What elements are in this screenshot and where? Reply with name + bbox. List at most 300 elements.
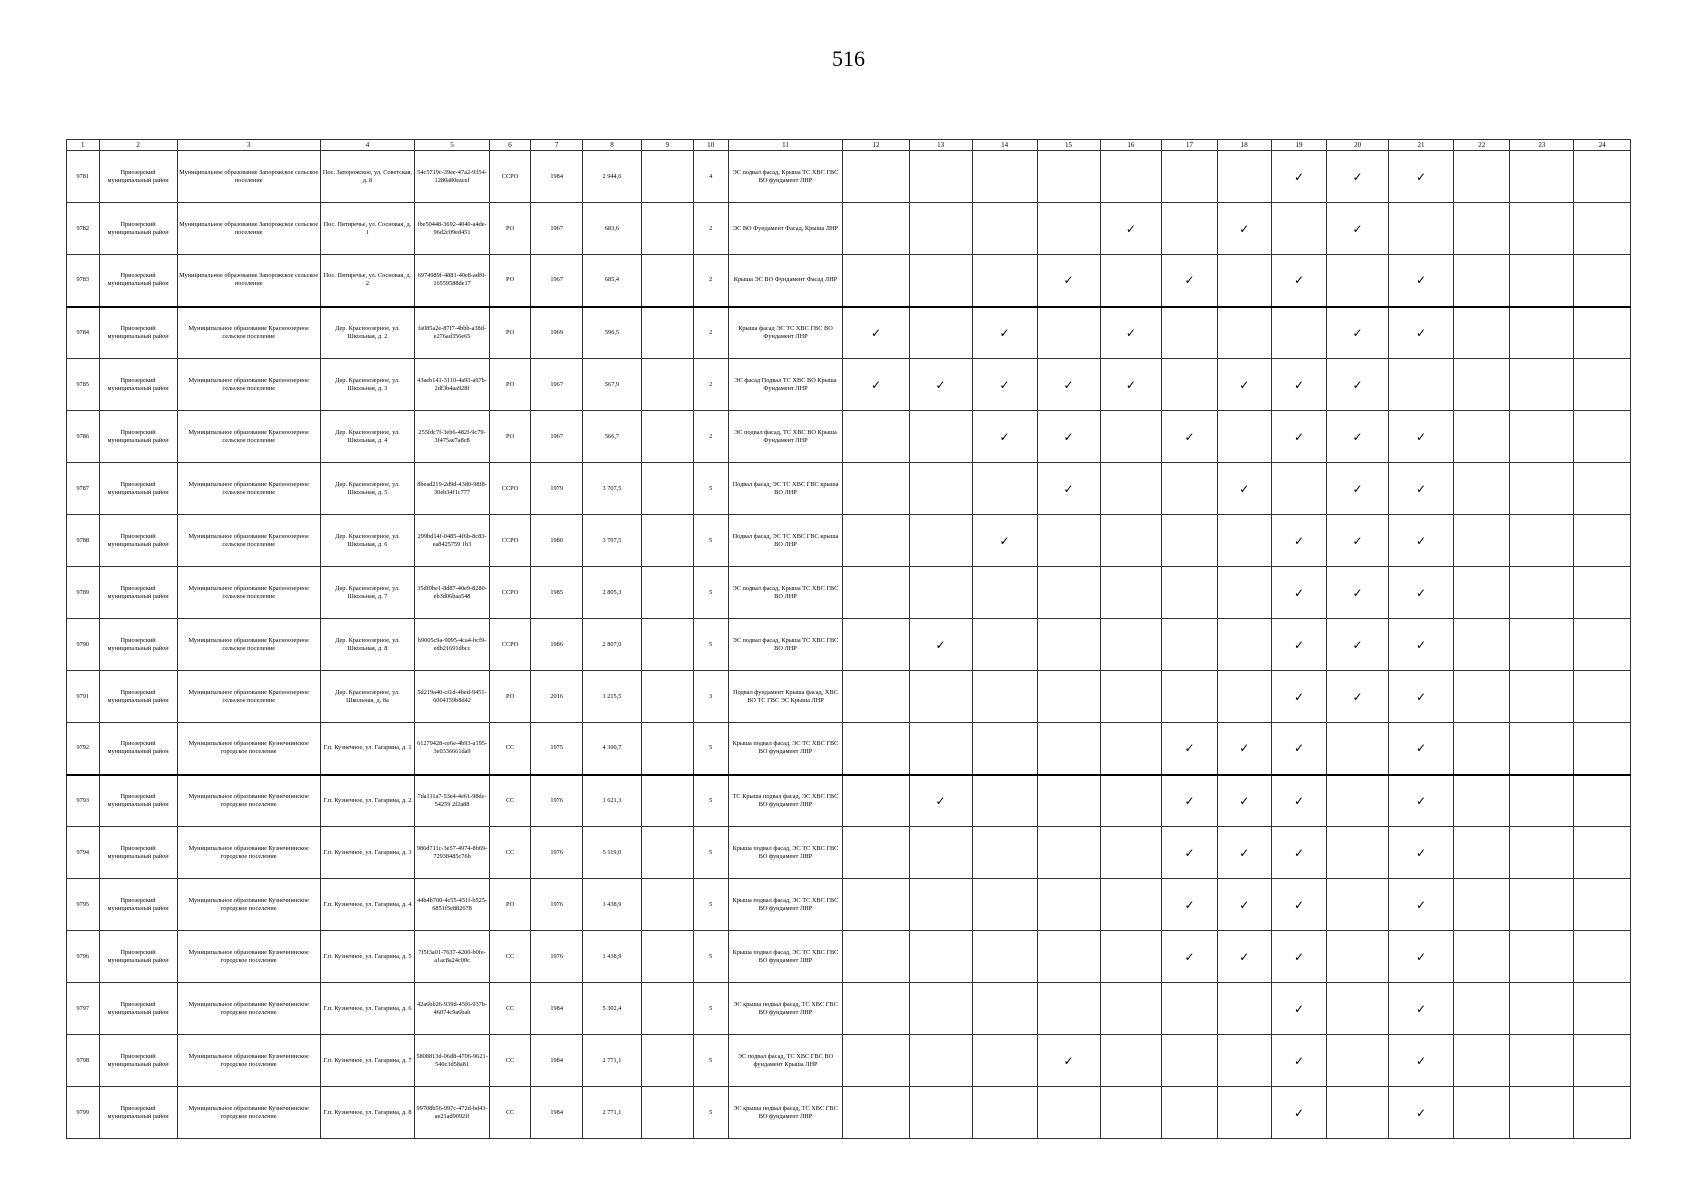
floors-cell: 5: [693, 619, 728, 671]
empty-cell-col-23: [1510, 827, 1574, 879]
empty-cell-col-24: [1574, 723, 1631, 775]
empty-cell-col-13: [909, 203, 972, 255]
column-number-8: 8: [583, 140, 642, 151]
district-cell: Приозерский муниципальный район: [99, 567, 177, 619]
empty-cell-col-21: [1388, 203, 1453, 255]
floors-cell: 2: [693, 359, 728, 411]
empty-cell-col-12: [843, 827, 909, 879]
address-cell: Дер. Красноозерное, ул. Школьная, д. 8а: [320, 671, 414, 723]
area-cell: 1 215,5: [583, 671, 642, 723]
year-cell: 1976: [531, 775, 583, 827]
empty-cell-col-20: [1327, 255, 1389, 307]
address-cell: Дер. Красноозерное, ул. Школьная, д. 5: [320, 463, 414, 515]
floors-cell: 5: [693, 515, 728, 567]
empty-cell-col-13: [909, 463, 972, 515]
empty-cell-col-22: [1454, 983, 1510, 1035]
empty-cell-col-22: [1454, 307, 1510, 359]
empty-cell-col-24: [1574, 463, 1631, 515]
building-type-cell: ССРО: [489, 619, 530, 671]
empty-cell-col-22: [1454, 359, 1510, 411]
works-list-cell: ЭС подвал фасад, ТС ХВС ВО Крыша Фундамент ЛНР: [728, 411, 843, 463]
column-number-9: 9: [641, 140, 693, 151]
building-type-cell: РО: [489, 255, 530, 307]
empty-cell-col-12: [843, 1035, 909, 1087]
works-list-cell: ЭС крыша подвал фасад, ТС ХВС ГВС ВО фундамент ЛНР: [728, 1087, 843, 1139]
check-mark-col-15: ✓: [1037, 255, 1100, 307]
check-mark-col-21: ✓: [1388, 619, 1453, 671]
floors-cell: 5: [693, 1087, 728, 1139]
year-cell: 1967: [531, 203, 583, 255]
empty-cell-col-23: [1510, 567, 1574, 619]
column-number-3: 3: [177, 140, 320, 151]
check-mark-col-18: ✓: [1217, 879, 1271, 931]
empty-cell-col-23: [1510, 463, 1574, 515]
check-mark-col-12: ✓: [843, 307, 909, 359]
area-cell: 567,9: [583, 359, 642, 411]
year-cell: 1984: [531, 151, 583, 203]
empty-cell-col-15: [1037, 775, 1100, 827]
empty-cell-col-13: [909, 1087, 972, 1139]
empty-cell-col-24: [1574, 1035, 1631, 1087]
column-number-12: 12: [843, 140, 909, 151]
works-list-cell: ЭС подвал фасад, ТС ХВС ГВС ВО фундамент Крыша ЛНР: [728, 1035, 843, 1087]
building-type-cell: СС: [489, 1035, 530, 1087]
empty-cell-col-17: [1162, 1087, 1217, 1139]
column-number-14: 14: [972, 140, 1037, 151]
check-mark-col-17: ✓: [1162, 827, 1217, 879]
empty-cell-col-14: [972, 463, 1037, 515]
column-number-11: 11: [728, 140, 843, 151]
empty-cell-col-13: [909, 671, 972, 723]
floors-cell: 5: [693, 775, 728, 827]
building-type-cell: СС: [489, 723, 530, 775]
check-mark-col-21: ✓: [1388, 1087, 1453, 1139]
table-row: [67, 203, 1631, 255]
check-mark-col-20: ✓: [1327, 671, 1389, 723]
empty-cell-col-15: [1037, 567, 1100, 619]
check-mark-col-21: ✓: [1388, 1035, 1453, 1087]
empty-cell-col-14: [972, 203, 1037, 255]
check-mark-col-19: ✓: [1271, 567, 1326, 619]
empty-cell-col-15: [1037, 879, 1100, 931]
district-cell: Приозерский муниципальный район: [99, 983, 177, 1035]
building-type-cell: ССРО: [489, 151, 530, 203]
row-number: 9794: [67, 827, 100, 879]
empty-cell-col-12: [843, 151, 909, 203]
building-type-cell: РО: [489, 307, 530, 359]
column-9-cell: [641, 983, 693, 1035]
empty-cell-col-12: [843, 1087, 909, 1139]
check-mark-col-21: ✓: [1388, 255, 1453, 307]
check-mark-col-16: ✓: [1100, 307, 1162, 359]
check-mark-col-19: ✓: [1271, 411, 1326, 463]
guid-cell: 5d219a40-cf1d-4bed-9451-6004159b8d42: [415, 671, 490, 723]
empty-cell-col-23: [1510, 307, 1574, 359]
empty-cell-col-17: [1162, 359, 1217, 411]
check-mark-col-20: ✓: [1327, 619, 1389, 671]
check-mark-col-19: ✓: [1271, 1087, 1326, 1139]
empty-cell-col-16: [1100, 515, 1162, 567]
table-row: [67, 567, 1631, 619]
floors-cell: 5: [693, 879, 728, 931]
empty-cell-col-23: [1510, 203, 1574, 255]
check-mark-col-19: ✓: [1271, 619, 1326, 671]
guid-cell: 986d711c-3e57-4974-8b69-72938485c76b: [415, 827, 490, 879]
building-type-cell: СС: [489, 983, 530, 1035]
empty-cell-col-23: [1510, 515, 1574, 567]
empty-cell-col-24: [1574, 931, 1631, 983]
empty-cell-col-15: [1037, 827, 1100, 879]
address-cell: Г.п. Кузнечное, ул. Гагарина, д. 7: [320, 1035, 414, 1087]
empty-cell-col-24: [1574, 983, 1631, 1035]
empty-cell-col-14: [972, 619, 1037, 671]
municipality-cell: Муниципальное образование Запорожское сельское поселение: [177, 203, 320, 255]
empty-cell-col-17: [1162, 619, 1217, 671]
guid-cell: 8bead219-2d9d-43d0-98f8-30eb34f1c777: [415, 463, 490, 515]
district-cell: Приозерский муниципальный район: [99, 1035, 177, 1087]
building-type-cell: РО: [489, 359, 530, 411]
empty-cell-col-18: [1217, 307, 1271, 359]
empty-cell-col-23: [1510, 619, 1574, 671]
empty-cell-col-15: [1037, 931, 1100, 983]
empty-cell-col-24: [1574, 411, 1631, 463]
guid-cell: 299bd14f-0485-4f6b-8c83-ea8425759 1b3: [415, 515, 490, 567]
empty-cell-col-22: [1454, 879, 1510, 931]
check-mark-col-15: ✓: [1037, 411, 1100, 463]
empty-cell-col-12: [843, 567, 909, 619]
table-row: [67, 411, 1631, 463]
empty-cell-col-16: [1100, 723, 1162, 775]
row-number: 9799: [67, 1087, 100, 1139]
empty-cell-col-14: [972, 1035, 1037, 1087]
empty-cell-col-19: [1271, 307, 1326, 359]
check-mark-col-12: ✓: [843, 359, 909, 411]
empty-cell-col-14: [972, 931, 1037, 983]
check-mark-col-16: ✓: [1100, 203, 1162, 255]
check-mark-col-13: ✓: [909, 359, 972, 411]
empty-cell-col-22: [1454, 723, 1510, 775]
column-9-cell: [641, 775, 693, 827]
column-number-24: 24: [1574, 140, 1631, 151]
table-row: [67, 463, 1631, 515]
row-number: 9782: [67, 203, 100, 255]
works-list-cell: Крыша подвал фасад, ЭС ТС ХВС ГВС ВО фундамент ЛНР: [728, 827, 843, 879]
table-row: [67, 359, 1631, 411]
empty-cell-col-13: [909, 151, 972, 203]
municipality-cell: Муниципальное образование Кузнечнинское городское поселение: [177, 931, 320, 983]
district-cell: Приозерский муниципальный район: [99, 515, 177, 567]
building-type-cell: РО: [489, 411, 530, 463]
empty-cell-col-17: [1162, 463, 1217, 515]
building-type-cell: РО: [489, 671, 530, 723]
row-number: 9796: [67, 931, 100, 983]
table-row: [67, 1035, 1631, 1087]
page-number: 516: [832, 46, 865, 71]
column-number-22: 22: [1454, 140, 1510, 151]
empty-cell-col-15: [1037, 151, 1100, 203]
empty-cell-col-16: [1100, 671, 1162, 723]
row-number: 9795: [67, 879, 100, 931]
empty-cell-col-12: [843, 411, 909, 463]
building-type-cell: ССРО: [489, 567, 530, 619]
table-row: [67, 931, 1631, 983]
guid-cell: 42a6bb26-939d-45f6-937b-46074c9a6bab: [415, 983, 490, 1035]
empty-cell-col-22: [1454, 151, 1510, 203]
empty-cell-col-16: [1100, 879, 1162, 931]
works-list-cell: Крыша подвал фасад, ЭС ТС ХВС ГВС ВО фундамент ЛНР: [728, 879, 843, 931]
empty-cell-col-24: [1574, 671, 1631, 723]
check-mark-col-21: ✓: [1388, 671, 1453, 723]
municipality-cell: Муниципальное образование Кузнечнинское городское поселение: [177, 827, 320, 879]
works-list-cell: Крыша подвал фасад, ЭС ТС ХВС ГВС ВО фундамент ЛНР: [728, 723, 843, 775]
check-mark-col-14: ✓: [972, 307, 1037, 359]
table-row: [67, 723, 1631, 775]
empty-cell-col-14: [972, 151, 1037, 203]
guid-cell: 6974989f-4881-40e8-adf0-16559588de17: [415, 255, 490, 307]
check-mark-col-13: ✓: [909, 775, 972, 827]
empty-cell-col-13: [909, 983, 972, 1035]
column-number-23: 23: [1510, 140, 1574, 151]
area-cell: 2 771,1: [583, 1087, 642, 1139]
empty-cell-col-16: [1100, 619, 1162, 671]
floors-cell: 4: [693, 151, 728, 203]
empty-cell-col-24: [1574, 775, 1631, 827]
column-9-cell: [641, 359, 693, 411]
empty-cell-col-22: [1454, 515, 1510, 567]
year-cell: 1976: [531, 879, 583, 931]
check-mark-col-18: ✓: [1217, 463, 1271, 515]
area-cell: 3 707,5: [583, 515, 642, 567]
empty-cell-col-20: [1327, 723, 1389, 775]
table-row: [67, 827, 1631, 879]
check-mark-col-21: ✓: [1388, 983, 1453, 1035]
column-number-19: 19: [1271, 140, 1326, 151]
check-mark-col-18: ✓: [1217, 827, 1271, 879]
check-mark-col-20: ✓: [1327, 307, 1389, 359]
check-mark-col-19: ✓: [1271, 255, 1326, 307]
year-cell: 1975: [531, 723, 583, 775]
empty-cell-col-12: [843, 723, 909, 775]
column-9-cell: [641, 255, 693, 307]
district-cell: Приозерский муниципальный район: [99, 931, 177, 983]
empty-cell-col-17: [1162, 151, 1217, 203]
year-cell: 1969: [531, 307, 583, 359]
empty-cell-col-23: [1510, 723, 1574, 775]
area-cell: 5 119,0: [583, 827, 642, 879]
empty-cell-col-22: [1454, 463, 1510, 515]
empty-cell-col-15: [1037, 983, 1100, 1035]
works-list-cell: ЭС крыша подвал фасад, ТС ХВС ГВС ВО фундамент ЛНР: [728, 983, 843, 1035]
check-mark-col-17: ✓: [1162, 723, 1217, 775]
check-mark-col-19: ✓: [1271, 515, 1326, 567]
empty-cell-col-16: [1100, 567, 1162, 619]
empty-cell-col-12: [843, 203, 909, 255]
floors-cell: 5: [693, 827, 728, 879]
column-9-cell: [641, 567, 693, 619]
works-list-cell: ЭС фасад Подвал ТС ХВС ВО Крыша Фундамент ЛНР: [728, 359, 843, 411]
empty-cell-col-12: [843, 775, 909, 827]
guid-cell: 99708b56-997c-472d-bd43-ae21ad9092ff: [415, 1087, 490, 1139]
empty-cell-col-22: [1454, 931, 1510, 983]
building-type-cell: ССРО: [489, 515, 530, 567]
guid-cell: 7da111a7-53e4-4e61-98dc-54259 2f2a88: [415, 775, 490, 827]
row-number: 9788: [67, 515, 100, 567]
address-cell: Г.п. Кузнечное, ул. Гагарина, д. 8: [320, 1087, 414, 1139]
check-mark-col-19: ✓: [1271, 775, 1326, 827]
municipality-cell: Муниципальное образование Кузнечнинское городское поселение: [177, 879, 320, 931]
district-cell: Приозерский муниципальный район: [99, 1087, 177, 1139]
year-cell: 1967: [531, 411, 583, 463]
empty-cell-col-15: [1037, 515, 1100, 567]
empty-cell-col-17: [1162, 671, 1217, 723]
address-cell: Пос. Пятиречье, ул. Сосновая, д. 1: [320, 203, 414, 255]
column-9-cell: [641, 931, 693, 983]
address-cell: Г.п. Кузнечное, ул. Гагарина, д. 2: [320, 775, 414, 827]
works-list-cell: ТС Крыша подвал фасад, ЭС ХВС ГВС ВО фундамент ЛНР: [728, 775, 843, 827]
empty-cell-col-15: [1037, 723, 1100, 775]
check-mark-col-20: ✓: [1327, 515, 1389, 567]
empty-cell-col-24: [1574, 1087, 1631, 1139]
address-cell: Дер. Красноозерное, ул. Школьная, д. 7: [320, 567, 414, 619]
check-mark-col-21: ✓: [1388, 515, 1453, 567]
district-cell: Приозерский муниципальный район: [99, 255, 177, 307]
building-type-cell: РО: [489, 879, 530, 931]
table-row: [67, 671, 1631, 723]
column-number-18: 18: [1217, 140, 1271, 151]
empty-cell-col-17: [1162, 307, 1217, 359]
check-mark-col-16: ✓: [1100, 359, 1162, 411]
empty-cell-col-22: [1454, 567, 1510, 619]
address-cell: Пос. Пятиречье, ул. Сосновая, д. 2: [320, 255, 414, 307]
empty-cell-col-17: [1162, 1035, 1217, 1087]
table-body: [67, 151, 1631, 1139]
column-9-cell: [641, 151, 693, 203]
floors-cell: 5: [693, 931, 728, 983]
address-cell: Пос. Запорожское, ул. Советская, д. 8: [320, 151, 414, 203]
table-row: [67, 619, 1631, 671]
year-cell: 1984: [531, 983, 583, 1035]
municipality-cell: Муниципальное образование Красноозерное сельское поселение: [177, 671, 320, 723]
row-number: 9783: [67, 255, 100, 307]
table-row: [67, 515, 1631, 567]
empty-cell-col-18: [1217, 983, 1271, 1035]
empty-cell-col-13: [909, 307, 972, 359]
empty-cell-col-23: [1510, 1087, 1574, 1139]
municipality-cell: Муниципальное образование Красноозерное сельское поселение: [177, 463, 320, 515]
floors-cell: 5: [693, 567, 728, 619]
empty-cell-col-20: [1327, 879, 1389, 931]
district-cell: Приозерский муниципальный район: [99, 723, 177, 775]
empty-cell-col-13: [909, 255, 972, 307]
year-cell: 1984: [531, 1087, 583, 1139]
check-mark-col-19: ✓: [1271, 723, 1326, 775]
empty-cell-col-17: [1162, 567, 1217, 619]
check-mark-col-20: ✓: [1327, 411, 1389, 463]
district-cell: Приозерский муниципальный район: [99, 411, 177, 463]
empty-cell-col-12: [843, 463, 909, 515]
check-mark-col-19: ✓: [1271, 151, 1326, 203]
column-9-cell: [641, 411, 693, 463]
empty-cell-col-14: [972, 255, 1037, 307]
column-number-row: [67, 140, 1631, 151]
empty-cell-col-24: [1574, 619, 1631, 671]
empty-cell-col-22: [1454, 1035, 1510, 1087]
column-9-cell: [641, 1087, 693, 1139]
empty-cell-col-24: [1574, 359, 1631, 411]
check-mark-col-18: ✓: [1217, 359, 1271, 411]
check-mark-col-14: ✓: [972, 515, 1037, 567]
row-number: 9791: [67, 671, 100, 723]
empty-cell-col-13: [909, 567, 972, 619]
year-cell: 1976: [531, 827, 583, 879]
empty-cell-col-16: [1100, 983, 1162, 1035]
table-row: [67, 879, 1631, 931]
check-mark-col-17: ✓: [1162, 411, 1217, 463]
empty-cell-col-23: [1510, 775, 1574, 827]
works-list-cell: ЭС ВО Фундамент Фасад, Крыша ЛНР: [728, 203, 843, 255]
building-type-cell: РО: [489, 203, 530, 255]
row-number: 9797: [67, 983, 100, 1035]
empty-cell-col-14: [972, 671, 1037, 723]
empty-cell-col-24: [1574, 151, 1631, 203]
check-mark-col-13: ✓: [909, 619, 972, 671]
column-9-cell: [641, 723, 693, 775]
empty-cell-col-18: [1217, 619, 1271, 671]
address-cell: Г.п. Кузнечное, ул. Гагарина, д. 6: [320, 983, 414, 1035]
works-list-cell: ЭС подвал фасад, Крыша ТС ХВС ГВС ВО фундамент ЛНР: [728, 151, 843, 203]
check-mark-col-21: ✓: [1388, 827, 1453, 879]
empty-cell-col-16: [1100, 411, 1162, 463]
empty-cell-col-23: [1510, 255, 1574, 307]
row-number: 9790: [67, 619, 100, 671]
check-mark-col-21: ✓: [1388, 463, 1453, 515]
empty-cell-col-13: [909, 931, 972, 983]
empty-cell-col-12: [843, 879, 909, 931]
column-number-2: 2: [99, 140, 177, 151]
area-cell: 566,7: [583, 411, 642, 463]
check-mark-col-14: ✓: [972, 359, 1037, 411]
guid-cell: fbe50448-3692-4040-a4de-96d2c09ed451: [415, 203, 490, 255]
empty-cell-col-22: [1454, 255, 1510, 307]
year-cell: 1979: [531, 463, 583, 515]
year-cell: 1976: [531, 931, 583, 983]
empty-cell-col-21: [1388, 359, 1453, 411]
guid-cell: 54c5719c-39ee-47a2-9354-1280a80eacef: [415, 151, 490, 203]
floors-cell: 2: [693, 255, 728, 307]
empty-cell-col-22: [1454, 619, 1510, 671]
column-number-20: 20: [1327, 140, 1389, 151]
guid-cell: 43aeb141-3110-4a93-a97b-2df3b4aa928f: [415, 359, 490, 411]
empty-cell-col-24: [1574, 879, 1631, 931]
empty-cell-col-23: [1510, 1035, 1574, 1087]
guid-cell: 5808813d-06d8-4706-9621-540c3d58a81: [415, 1035, 490, 1087]
empty-cell-col-24: [1574, 307, 1631, 359]
empty-cell-col-18: [1217, 1035, 1271, 1087]
empty-cell-col-15: [1037, 671, 1100, 723]
empty-cell-col-12: [843, 515, 909, 567]
check-mark-col-21: ✓: [1388, 723, 1453, 775]
empty-cell-col-16: [1100, 827, 1162, 879]
municipality-cell: Муниципальное образование Запорожское сельское поселение: [177, 255, 320, 307]
empty-cell-col-12: [843, 619, 909, 671]
column-number-16: 16: [1100, 140, 1162, 151]
area-cell: 596,5: [583, 307, 642, 359]
empty-cell-col-23: [1510, 411, 1574, 463]
floors-cell: 5: [693, 983, 728, 1035]
area-cell: 1 438,9: [583, 879, 642, 931]
table-row: [67, 151, 1631, 203]
empty-cell-col-14: [972, 723, 1037, 775]
